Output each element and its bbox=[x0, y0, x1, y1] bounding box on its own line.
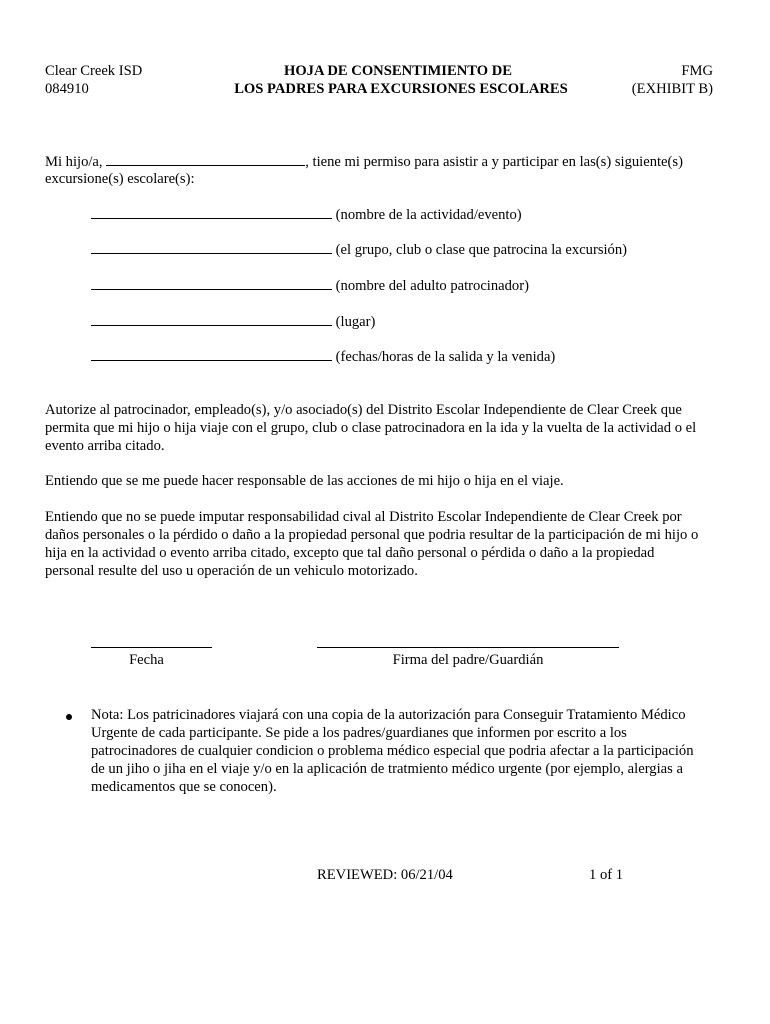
dates-field[interactable] bbox=[91, 347, 332, 361]
group-field[interactable] bbox=[91, 240, 332, 254]
field-row-dates bbox=[91, 347, 555, 366]
note-line: Nota: Los patricinadores viajará con una copia de la autorización para Conseguir Tratamiento Médico bbox=[91, 707, 686, 723]
date-signature-line[interactable] bbox=[91, 647, 212, 648]
date-label: Fecha bbox=[129, 652, 164, 668]
page-number: 1 of 1 bbox=[589, 867, 624, 883]
field-row-group bbox=[91, 240, 627, 259]
district-code: 084910 bbox=[45, 81, 89, 97]
child-name-field[interactable] bbox=[106, 152, 305, 166]
note-line: Urgente de cada participante. Se pide a los padres/guardianes que informen por escrito a los bbox=[91, 725, 627, 741]
paragraph-line: personal resulte del uso u operación de un vehiculo motorizado. bbox=[45, 563, 418, 579]
paragraph-line: hija en la actividad o evento arriba citado, excepto que tal daño personal o pérdida o daño a la propiedad bbox=[45, 545, 655, 561]
field-row-activity bbox=[91, 205, 522, 224]
paragraph-line: evento arriba citado. bbox=[45, 438, 165, 454]
reviewed-date: REVIEWED: 06/21/04 bbox=[317, 867, 453, 883]
district-name: Clear Creek ISD bbox=[45, 63, 143, 79]
intro-prefix: Mi hijo/a, bbox=[45, 154, 103, 170]
bullet-icon bbox=[66, 714, 72, 720]
field-row-location bbox=[91, 312, 375, 331]
paragraph-line: Entiendo que no se puede imputar responsabilidad cival al Distrito Escolar Independiente de Clear Creek por bbox=[45, 509, 682, 525]
intro-line bbox=[45, 152, 683, 171]
field-label: (lugar) bbox=[335, 314, 376, 330]
paragraph-line: permita que mi hijo o hija viaje con el grupo, club o clase patrocinadora en la ida y la vuelta de la actividad o el bbox=[45, 420, 697, 436]
field-label: (nombre de la actividad/evento) bbox=[335, 207, 522, 223]
note-paragraph bbox=[91, 706, 731, 796]
intro-suffix: , tiene mi permiso para asistir a y participar en las(s) siguiente(s) bbox=[305, 154, 683, 170]
guardian-signature-line[interactable] bbox=[317, 647, 619, 648]
location-field[interactable] bbox=[91, 312, 332, 326]
field-label: (el grupo, club o clase que patrocina la excursión) bbox=[335, 242, 628, 258]
activity-field[interactable] bbox=[91, 205, 332, 219]
field-row-sponsor bbox=[91, 276, 529, 295]
intro-line2: excursione(s) escolare(s): bbox=[45, 171, 195, 187]
note-line: patrocinadores de cualquier condicion o problema médico especial que podria afectar a la participación bbox=[91, 743, 694, 759]
liability-paragraph bbox=[45, 508, 735, 580]
paragraph-line: Autorize al patrocinador, empleado(s), y/o asociado(s) del Distrito Escolar Independiente de Clear Creek que bbox=[45, 402, 682, 418]
paragraph-line: daños personales o la pérdido o daño a la propiedad personal que podria resultar de la participación de mi hijo o bbox=[45, 527, 699, 543]
form-title-line1: HOJA DE CONSENTIMIENTO DE bbox=[283, 63, 512, 79]
form-code: FMG bbox=[681, 63, 713, 79]
note-line: de un jiho o jiha en el viaje y/o en la aplicación de tratmiento médico urgente (por ejemplo, alergias a bbox=[91, 761, 683, 777]
field-label: (nombre del adulto patrocinador) bbox=[335, 278, 529, 294]
field-label: (fechas/horas de la salida y la venida) bbox=[335, 349, 556, 365]
sponsor-field[interactable] bbox=[91, 276, 332, 290]
note-line: medicamentos que se conocen). bbox=[91, 779, 277, 795]
responsibility-paragraph bbox=[45, 472, 735, 490]
form-title-line2: LOS PADRES PARA EXCURSIONES ESCOLARES bbox=[234, 81, 568, 97]
exhibit-label: (EXHIBIT B) bbox=[631, 81, 713, 97]
authorization-paragraph bbox=[45, 401, 735, 455]
paragraph-line: Entiendo que se me puede hacer responsable de las acciones de mi hijo o hija en el viaje. bbox=[45, 473, 564, 489]
guardian-signature-label: Firma del padre/Guardián bbox=[392, 652, 544, 668]
